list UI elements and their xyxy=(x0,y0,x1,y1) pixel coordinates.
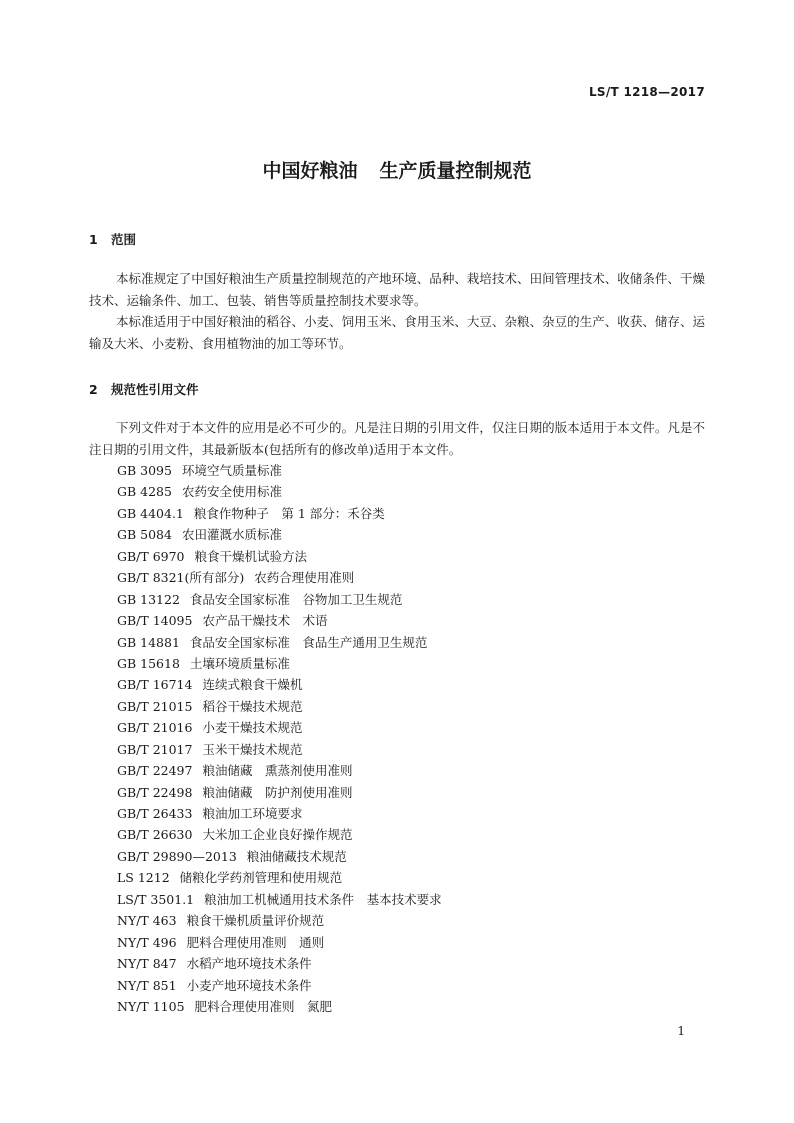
reference-item xyxy=(117,867,442,888)
reference-code: GB/T 26630 xyxy=(117,827,193,843)
section-1-title: 范围 xyxy=(111,232,137,247)
reference-title: 粮食作物种子 第 1 部分：禾谷类 xyxy=(193,505,385,521)
section-2-heading xyxy=(89,380,199,398)
section-2-intro: 下列文件对于本文件的应用是必不可少的。凡是注日期的引用文件，仅注日期的版本适用于本文件。凡是不注日期的引用文件，其最新版本(包括所有的修改单)适用于本文件。 xyxy=(89,420,705,457)
reference-title: 肥料合理使用准则 氮肥 xyxy=(194,998,333,1014)
reference-code: GB/T 29890—2013 xyxy=(117,848,237,864)
reference-code: GB 14881 xyxy=(117,634,180,650)
reference-title: 农产品干燥技术 术语 xyxy=(202,613,328,629)
reference-item xyxy=(117,760,442,781)
reference-code: GB/T 16714 xyxy=(117,677,193,693)
reference-item xyxy=(117,932,442,953)
reference-title: 粮食干燥机质量评价规范 xyxy=(186,913,325,929)
reference-title: 食品安全国家标准 谷物加工卫生规范 xyxy=(189,591,403,607)
reference-item xyxy=(117,567,442,588)
reference-list xyxy=(117,460,442,1017)
reference-item xyxy=(117,632,442,653)
reference-item xyxy=(117,589,442,610)
reference-code: LS 1212 xyxy=(117,870,170,886)
section-1-para-1: 本标准规定了中国好粮油生产质量控制规范的产地环境、品种、栽培技术、田间管理技术、收储条件、干燥技术、运输条件、加工、包装、销售等质量控制技术要求等。 xyxy=(89,271,705,308)
reference-item xyxy=(117,996,442,1017)
reference-title: 小麦产地环境技术条件 xyxy=(186,977,312,993)
reference-title: 粮油储藏技术规范 xyxy=(246,848,347,864)
reference-title: 农药合理使用准则 xyxy=(254,570,355,586)
reference-title: 粮油加工环境要求 xyxy=(202,806,303,821)
reference-code: GB/T 14095 xyxy=(117,613,193,629)
reference-title: 小麦干燥技术规范 xyxy=(202,720,303,736)
reference-code: NY/T 851 xyxy=(117,977,177,993)
reference-code: LS/T 3501.1 xyxy=(117,891,195,907)
reference-title: 食品安全国家标准 食品生产通用卫生规范 xyxy=(189,634,428,650)
reference-code: GB 4404.1 xyxy=(117,505,184,521)
reference-title: 粮油加工机械通用技术条件 基本技术要求 xyxy=(204,891,442,907)
reference-code: GB/T 22497 xyxy=(117,763,193,779)
reference-title: 粮油储藏 熏蒸剂使用准则 xyxy=(202,763,353,779)
reference-title: 肥料合理使用准则 通则 xyxy=(186,934,325,950)
reference-title: 大米加工企业良好操作规范 xyxy=(202,827,353,843)
section-2-number: 2 xyxy=(89,382,98,397)
reference-title: 土壤环境质量标准 xyxy=(189,655,290,671)
reference-code: GB/T 6970 xyxy=(117,548,185,564)
reference-item xyxy=(117,674,442,695)
reference-item xyxy=(117,846,442,867)
reference-code: GB 5084 xyxy=(117,527,172,543)
reference-item xyxy=(117,975,442,996)
reference-code: NY/T 1105 xyxy=(117,998,185,1014)
page-number: 1 xyxy=(677,1024,685,1038)
reference-item xyxy=(117,889,442,910)
reference-item xyxy=(117,824,442,845)
reference-code: GB/T 21016 xyxy=(117,720,193,736)
reference-item xyxy=(117,696,442,717)
reference-title: 储粮化学药剂管理和使用规范 xyxy=(179,870,343,886)
reference-code: GB/T 22498 xyxy=(117,784,193,800)
reference-item xyxy=(117,503,442,524)
reference-code: GB 3095 xyxy=(117,463,172,478)
section-1-heading xyxy=(89,230,136,248)
reference-item xyxy=(117,717,442,738)
reference-code: GB/T 26433 xyxy=(117,806,193,821)
reference-item xyxy=(117,610,442,631)
reference-code: GB 4285 xyxy=(117,484,172,500)
reference-title: 玉米干燥技术规范 xyxy=(202,741,303,757)
reference-item xyxy=(117,953,442,974)
title-part-1: 中国好粮油 xyxy=(262,160,358,182)
reference-item xyxy=(117,481,442,502)
reference-title: 连续式粮食干燥机 xyxy=(202,677,303,693)
reference-title: 粮食干燥机试验方法 xyxy=(194,548,308,564)
reference-title: 稻谷干燥技术规范 xyxy=(202,698,303,714)
reference-code: GB/T 21015 xyxy=(117,698,193,714)
reference-code: GB/T 8321(所有部分) xyxy=(117,570,245,586)
standard-code: LS/T 1218—2017 xyxy=(588,85,705,99)
reference-code: NY/T 463 xyxy=(117,913,177,929)
reference-title: 水稻产地环境技术条件 xyxy=(186,956,312,972)
reference-item xyxy=(117,524,442,545)
reference-item xyxy=(117,653,442,674)
section-1-number: 1 xyxy=(89,232,98,247)
reference-item xyxy=(117,739,442,760)
reference-title: 环境空气质量标准 xyxy=(181,463,282,478)
reference-item xyxy=(117,910,442,931)
reference-code: GB 13122 xyxy=(117,591,180,607)
reference-item xyxy=(117,546,442,567)
reference-code: GB 15618 xyxy=(117,655,180,671)
title-part-2: 生产质量控制规范 xyxy=(379,160,532,182)
document-title xyxy=(0,156,794,183)
reference-item xyxy=(117,782,442,803)
reference-title: 农药安全使用标准 xyxy=(181,484,282,500)
reference-title: 粮油储藏 防护剂使用准则 xyxy=(202,784,353,800)
section-1-para-2: 本标准适用于中国好粮油的稻谷、小麦、饲用玉米、食用玉米、大豆、杂粮、杂豆的生产、收获、储存、运输及大米、小麦粉、食用植物油的加工等环节。 xyxy=(89,314,705,351)
reference-item xyxy=(117,460,442,481)
reference-code: GB/T 21017 xyxy=(117,741,193,757)
reference-code: NY/T 496 xyxy=(117,934,177,950)
reference-code: NY/T 847 xyxy=(117,956,177,972)
reference-title: 农田灌溉水质标准 xyxy=(181,527,282,543)
reference-item xyxy=(117,803,442,824)
section-2-title: 规范性引用文件 xyxy=(111,382,199,397)
